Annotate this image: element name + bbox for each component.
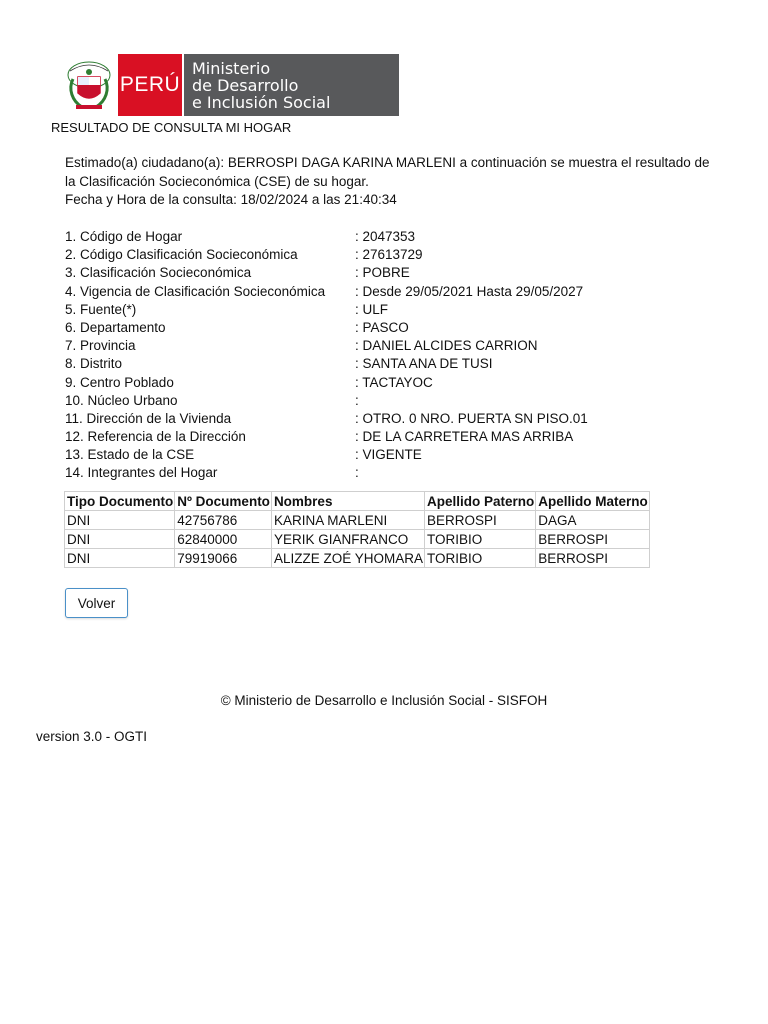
table-cell: TORIBIO — [424, 530, 535, 549]
field-value: : — [355, 392, 359, 408]
table-cell: 42756786 — [175, 511, 272, 530]
table-cell: BERROSPI — [536, 530, 650, 549]
table-cell: 62840000 — [175, 530, 272, 549]
field-label: 9. Centro Poblado — [65, 374, 174, 390]
field-value: : TACTAYOC — [355, 374, 433, 390]
field-label: 8. Distrito — [65, 356, 123, 372]
field-value: : OTRO. 0 NRO. PUERTA SN PISO.01 — [355, 410, 588, 426]
field-label: 11. Dirección de la Vivienda — [65, 410, 232, 426]
table-cell: BERROSPI — [536, 549, 650, 568]
greeting-text: Estimado(a) ciudadano(a): BERROSPI DAGA KARINA MARLENI a continuación se muestra el resultado de la Clasificación Socieconómica (CSE) de su hogar. — [65, 155, 710, 189]
column-header: Tipo Documento — [65, 492, 175, 511]
field-value: : 27613729 — [355, 247, 423, 263]
field-value: : POBRE — [355, 265, 410, 281]
field-value: : SANTA ANA DE TUSI — [355, 356, 493, 372]
table-row — [65, 530, 650, 549]
table-cell: TORIBIO — [424, 549, 535, 568]
table-cell: DNI — [65, 511, 175, 530]
field-label: 7. Provincia — [65, 338, 136, 354]
field-value: : Desde 29/05/2021 Hasta 29/05/2027 — [355, 283, 584, 299]
intro-text — [65, 154, 715, 210]
version-label: version 3.0 - OGTI — [36, 729, 148, 744]
table-cell: 79919066 — [175, 549, 272, 568]
column-header: Apellido Paterno — [424, 492, 535, 511]
peru-label: PERÚ — [118, 54, 182, 116]
table-cell: DNI — [65, 549, 175, 568]
table-row — [65, 511, 650, 530]
page-title: RESULTADO DE CONSULTA MI HOGAR — [51, 120, 292, 135]
ministry-line-2: de Desarrollo — [192, 76, 299, 95]
field-value: : VIGENTE — [355, 447, 422, 463]
field-value: : ULF — [355, 301, 389, 317]
field-label: 1. Código de Hogar — [65, 229, 183, 244]
table-header-row — [65, 492, 650, 511]
field-label: 3. Clasificación Socieconómica — [65, 265, 252, 281]
query-datetime: Fecha y Hora de la consulta: 18/02/2024 a las 21:40:34 — [65, 192, 397, 207]
field-label: 10. Núcleo Urbano — [65, 392, 178, 408]
ministry-line-3: e Inclusión Social — [192, 93, 331, 112]
footer-copyright: © Ministerio de Desarrollo e Inclusión Social - SISFOH — [220, 693, 548, 708]
field-label: 4. Vigencia de Clasificación Socieconómica — [65, 283, 326, 299]
coat-of-arms-icon — [60, 54, 118, 116]
column-header: Apellido Materno — [536, 492, 650, 511]
ministry-line-1: Ministerio — [192, 59, 271, 78]
field-label: 2. Código Clasificación Socieconómica — [65, 247, 298, 263]
field-value: : — [355, 465, 359, 481]
table-cell: KARINA MARLENI — [271, 511, 424, 530]
table-cell: DAGA — [536, 511, 650, 530]
field-label: 6. Departamento — [65, 319, 166, 335]
field-label: 12. Referencia de la Dirección — [65, 429, 246, 445]
table-cell: BERROSPI — [424, 511, 535, 530]
column-header: Nombres — [271, 492, 424, 511]
field-value: : DE LA CARRETERA MAS ARRIBA — [355, 429, 574, 445]
field-label: 5. Fuente(*) — [65, 301, 137, 317]
field-value: : 2047353 — [355, 229, 416, 244]
ministry-name — [182, 54, 399, 116]
column-header: Nº Documento — [175, 492, 272, 511]
table-cell: ALIZZE ZOÉ YHOMARA — [271, 549, 424, 568]
table-cell: YERIK GIANFRANCO — [271, 530, 424, 549]
field-label: 13. Estado de la CSE — [65, 447, 195, 463]
table-row — [65, 549, 650, 568]
table-cell: DNI — [65, 530, 175, 549]
field-value: : DANIEL ALCIDES CARRION — [355, 338, 538, 354]
field-label: 14. Integrantes del Hogar — [65, 465, 218, 481]
back-button[interactable]: Volver — [65, 588, 128, 618]
household-members-table — [64, 491, 650, 568]
field-value: : PASCO — [355, 319, 409, 335]
ministry-logo — [60, 54, 399, 116]
